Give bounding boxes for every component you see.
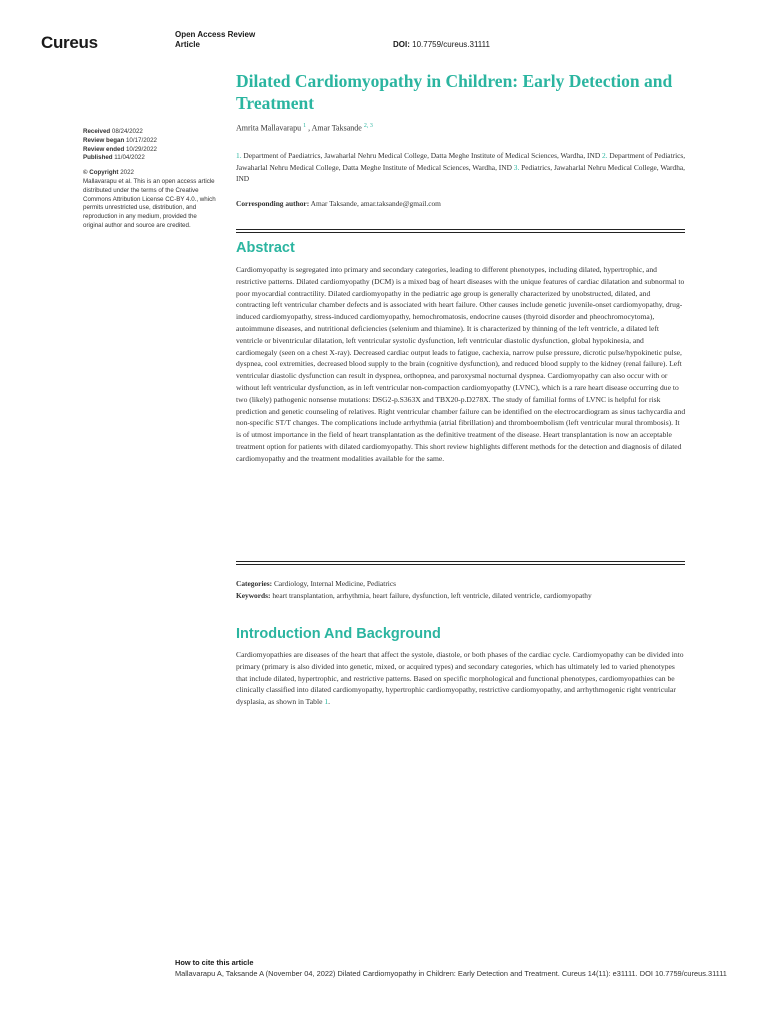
copyright-line: [83, 169, 218, 178]
keywords-label: Keywords:: [236, 590, 271, 600]
doi-value[interactable]: 10.7759/cureus.31111: [412, 40, 490, 49]
author-name[interactable]: Amrita Mallavarapu: [236, 123, 302, 133]
article-type-line1: Open Access Review: [175, 30, 256, 39]
published-label: Published: [83, 154, 113, 162]
corresponding-text: Amar Taksande, amar.taksande@gmail.com: [309, 199, 441, 208]
copyright-label: © Copyright: [83, 169, 119, 177]
received-value: 08/24/2022: [110, 128, 143, 135]
citation-heading: How to cite this article: [175, 958, 254, 967]
citation-text: Mallavarapu A, Taksande A (November 04, 2022) Dilated Cardiomyopathy in Children: Early Detection and Treatment. Cureus 14(11): e31111. DOI 10.7759/cureus.31111: [175, 968, 727, 978]
abstract-text: Cardiomyopathy is segregated into primary and secondary categories, leading to different phenotypes, including dilated, hypertrophic, and restrictive patterns. Dilated cardiomyopathy (DCM) is a mixed bag of heart diseases with the unique features of cardiac dilatation and subnormal to poor myocardial contractility. Dilated cardiomyopathy in the pediatric age group is generally characterized by unobstructed, dilated, and contracting left ventricular chamber defects and is associated with heart failure. Other causes include genetic juvenile-onset cardiomyopathy, drug-induced cardiomyopathy, stress-induced cardiomyopathy, hemochromatosis, endocrine causes (thyroid disorder and pheochromocytoma), autoimmune diseases, and nutritional deficiencies (selenium and thiamine). It is characterized by thinning of the left ventricle, a dilated left ventricle or biventricular dilatation, left ventricular systolic dysfunction, left ventricular diastolic dysfunction, global hypokinesia, and cardiomegaly (seen on a chest X-ray). Decreased cardiac output leads to fatigue, cachexia, narrow pulse pressure, dicrotic pulse/hypokinetic pulse, dyspnea, cool extremities, decreased blood supply to the brain (cognitive dysfunction), and reduced blood supply to the kidney (renal failure). Left ventricular diastolic dysfunction can result in dyspnea, orthopnea, and paroxysmal nocturnal dyspnea. Cardiomyopathy can also occur with or without left ventricular dysfunction, as in left ventricular non-compaction cardiomyopathy (LVNC), which is a rare heart disease occurring due to two (likely) pathogenic nonsense mutations: DSG2-p.S363X and TBX20-p.D278X. The study of familial forms of LVNC is helpful for risk prediction and genetic counseling of relatives. Right ventricular chamber failure can be identified on the electrocardiogram as sinus tachycardia and non-specific ST/T changes. The complications include arrhythmia (atrial fibrillation) and thromboembolism (left ventricular mural thrombosis). It is of utmost importance in the field of heart transplantation as the definitive treatment of the disease. Heart transplantation is now an acceptable treatment option for patients with dilated cardiomyopathy. This short review highlights different methods for the detection and diagnosis of dilated cardiomyopathy and the treatment modalities available for the same.: [236, 265, 686, 463]
author-affil-ref[interactable]: 2, 3: [363, 123, 373, 129]
section-divider: [236, 561, 685, 565]
review-ended-label: Review ended: [83, 145, 125, 153]
affiliations: [236, 150, 686, 185]
table-ref-link[interactable]: 1: [324, 697, 329, 707]
corresponding-label: Corresponding author:: [236, 199, 310, 208]
abstract-heading: Abstract: [236, 240, 295, 256]
keywords-line: [236, 590, 686, 602]
affil-number: 2.: [602, 151, 608, 160]
license-text: Mallavarapu et al. This is an open access article distributed under the terms of the Creative Commons Attribution License CC-BY 4.0., which permits unrestricted use, distribution, and reproduction in any medium, provided the original author and source are credited.: [83, 177, 216, 229]
review-ended-value: 10/29/2022: [124, 145, 157, 153]
author-separator: ,: [306, 123, 312, 133]
affil-number: 3.: [513, 162, 520, 172]
affil-text: Department of Paediatrics, Jawaharlal Nehru Medical College, Datta Meghe Institute of Medical Sciences, Wardha, IND: [241, 151, 603, 160]
section-divider: [236, 229, 685, 233]
journal-logo: Cureus: [41, 33, 98, 52]
keywords-text: heart transplantation, arrhythmia, heart failure, dysfunction, left ventricle, dilated ventricle, cardiomyopathy: [270, 590, 592, 600]
categories-text: Cardiology, Internal Medicine, Pediatrics: [272, 579, 397, 588]
published-date: [83, 154, 218, 163]
review-began-label: Review began: [83, 136, 125, 144]
categories-line: [236, 578, 686, 590]
intro-text: [236, 649, 686, 708]
review-ended-date: [83, 146, 218, 155]
citation-footer: [175, 958, 745, 979]
article-type-line2: Article: [175, 40, 200, 49]
article-type: [175, 30, 255, 50]
article-title: Dilated Cardiomyopathy in Children: Early Detection and Treatment: [236, 71, 673, 113]
author-affil-ref[interactable]: 1: [303, 123, 307, 129]
received-label: Received: [83, 128, 111, 135]
intro-heading: Introduction And Background: [236, 626, 441, 642]
author-name[interactable]: Amar Taksande: [311, 123, 362, 133]
article-history-sidebar: [83, 128, 218, 231]
copyright-year: 2022: [118, 169, 134, 177]
categories-keywords: [236, 578, 686, 601]
categories-label: Categories:: [236, 579, 273, 588]
review-began-value: 10/17/2022: [124, 136, 157, 144]
affil-number: 1.: [236, 151, 242, 160]
doi-label: DOI:: [393, 40, 410, 49]
published-value: 11/04/2022: [112, 154, 145, 162]
intro-end: .: [328, 697, 331, 707]
received-date: [83, 128, 218, 137]
review-began-date: [83, 137, 218, 146]
affil-text: Department of Pediatrics, Jawaharlal Nehru Medical College, Datta Meghe Institute of Medical Sciences, Wardha, IND: [236, 151, 686, 172]
affil-text: Pediatrics, Jawaharlal Nehru Medical College, Wardha, IND: [236, 162, 686, 183]
corresponding-author: [236, 199, 441, 208]
header-doi: [393, 40, 490, 49]
intro-body: Cardiomyopathies are diseases of the heart that affect the systole, diastole, or both phases of the cardiac cycle. Cardiomyopathy can be divided into primary (primary is also divided into genetic, mixed, or acquired types) and secondary categories, which has ultimately led to varied phenotypes that include dilated, hypertrophic, and restrictive patterns. Based on specific morphological and functional phenotypes, cardiomyopathies can be clinically classified into dilated cardiomyopathy, hypertrophic cardiomyopathy, restrictive cardiomyopathy, and arrhythmogenic right ventricular dysplasia, as shown in Table: [236, 650, 684, 707]
author-list: [236, 123, 373, 133]
